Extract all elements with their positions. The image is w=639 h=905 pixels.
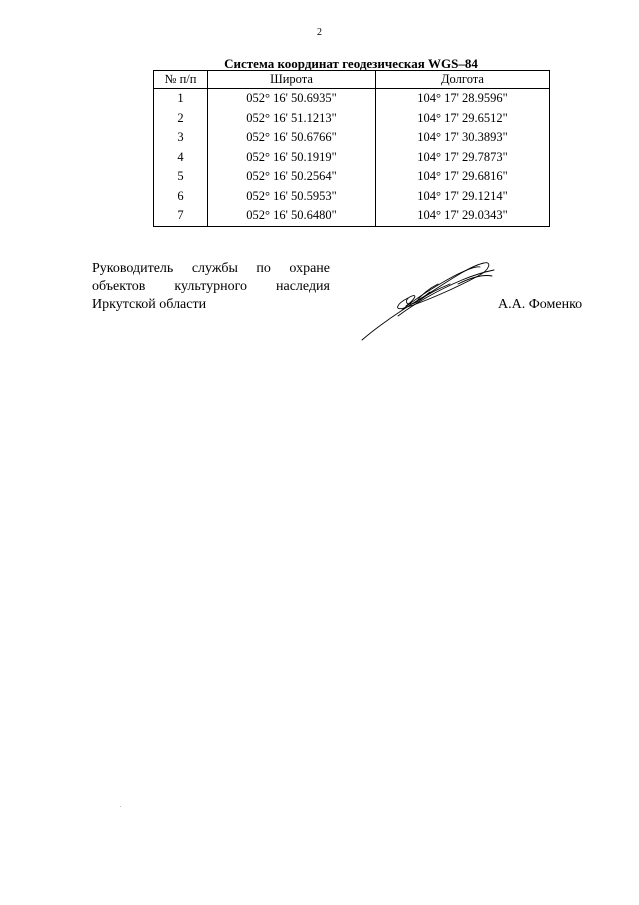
- cell-latitude: 052° 16' 50.6935": [208, 89, 376, 109]
- handwritten-signature: [358, 258, 498, 342]
- table-row: [154, 167, 550, 187]
- signer-position: [92, 260, 330, 314]
- cell-latitude: 052° 16' 50.1919": [208, 148, 376, 168]
- header-latitude: Широта: [208, 71, 376, 89]
- coordinates-table: [153, 70, 550, 227]
- page-number: 2: [317, 27, 322, 38]
- header-longitude: Долгота: [376, 71, 550, 89]
- table-title: Система координат геодезическая WGS–84: [224, 56, 478, 71]
- cell-number: 3: [154, 128, 208, 148]
- scan-speck: [120, 806, 121, 807]
- cell-longitude: 104° 17' 29.0343": [376, 206, 550, 226]
- cell-longitude: 104° 17' 29.6816": [376, 167, 550, 187]
- table-row: [154, 148, 550, 168]
- cell-number: 5: [154, 167, 208, 187]
- table-row: [154, 187, 550, 207]
- cell-longitude: 104° 17' 30.3893": [376, 128, 550, 148]
- signer-position-line: Руководитель службы по охране: [92, 261, 330, 276]
- cell-number: 7: [154, 206, 208, 226]
- signer-position-line: Иркутской области: [92, 297, 207, 312]
- signer-name: А.А. Фоменко: [498, 297, 583, 312]
- cell-latitude: 052° 16' 50.2564": [208, 167, 376, 187]
- cell-latitude: 052° 16' 51.1213": [208, 109, 376, 129]
- table-row: [154, 206, 550, 226]
- cell-longitude: 104° 17' 29.1214": [376, 187, 550, 207]
- table-row: [154, 109, 550, 129]
- signer-position-line: объектов культурного наследия: [92, 279, 330, 294]
- cell-longitude: 104° 17' 29.6512": [376, 109, 550, 129]
- header-number: № п/п: [154, 71, 208, 89]
- cell-latitude: 052° 16' 50.5953": [208, 187, 376, 207]
- cell-number: 6: [154, 187, 208, 207]
- cell-latitude: 052° 16' 50.6766": [208, 128, 376, 148]
- table-row: [154, 128, 550, 148]
- cell-number: 1: [154, 89, 208, 109]
- cell-longitude: 104° 17' 28.9596": [376, 89, 550, 109]
- cell-latitude: 052° 16' 50.6480": [208, 206, 376, 226]
- cell-longitude: 104° 17' 29.7873": [376, 148, 550, 168]
- cell-number: 2: [154, 109, 208, 129]
- table-header-row: [154, 71, 550, 89]
- cell-number: 4: [154, 148, 208, 168]
- table-row: [154, 89, 550, 109]
